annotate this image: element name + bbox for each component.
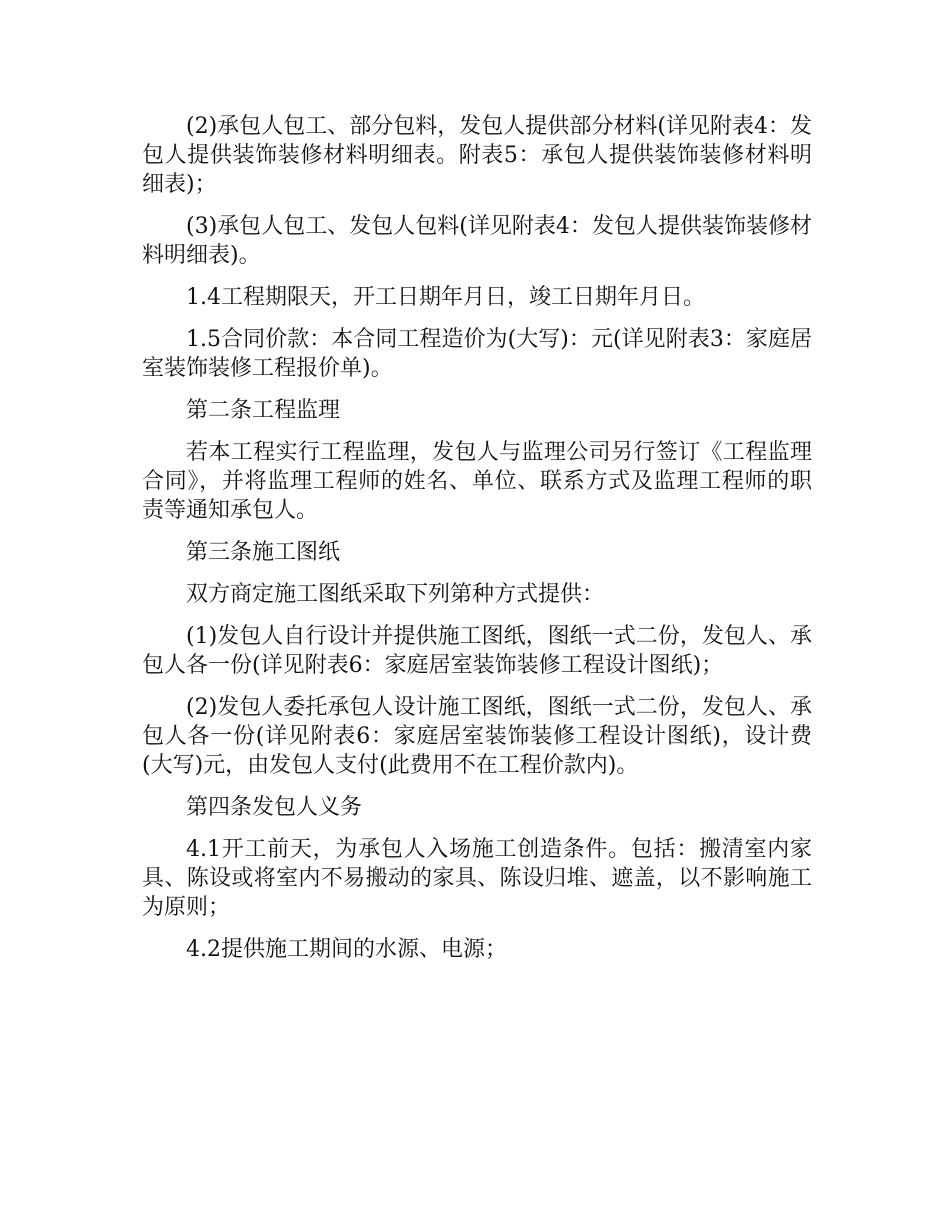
- paragraph-material-option-2: (2)承包人包工、部分包料，发包人提供部分材料(详见附表4：发包人提供装饰装修材料明细表。附表5：承包人提供装饰装修材料明细表)；: [142, 114, 812, 197]
- paragraph-contract-price: 1.5合同价款：本合同工程造价为(大写)：元(详见附表3：家庭居室装饰装修工程报价单)。: [142, 327, 812, 381]
- section-heading-supervision: 第二条工程监理: [186, 398, 341, 423]
- paragraph-duty-4-1: 4.1开工前天，为承包人入场施工创造条件。包括：搬清室内家具、陈设或将室内不易搬动的家具、陈设归堆、遮盖，以不影响施工为原则；: [142, 837, 812, 920]
- section-heading-drawings: 第三条施工图纸: [186, 540, 341, 565]
- section-heading-employer-duties: 第四条发包人义务: [186, 795, 363, 820]
- paragraph-drawings-option-1: (1)发包人自行设计并提供施工图纸，图纸一式二份，发包人、承包人各一份(详见附表6：家庭居室装饰装修工程设计图纸)；: [142, 624, 812, 678]
- paragraph-project-period: 1.4工程期限天，开工日期年月日，竣工日期年月日。: [186, 285, 705, 310]
- document-page: [142, 112, 812, 977]
- paragraph-drawings-intro: 双方商定施工图纸采取下列第种方式提供：: [186, 582, 605, 607]
- paragraph-duty-4-2: 4.2提供施工期间的水源、电源；: [186, 937, 507, 962]
- paragraph-material-option-3: (3)承包人包工、发包人包料(详见附表4：发包人提供装饰装修材料明细表)。: [142, 214, 812, 268]
- paragraph-drawings-option-2: (2)发包人委托承包人设计施工图纸，图纸一式二份，发包人、承包人各一份(详见附表6：家庭居室装饰装修工程设计图纸)，设计费(大写)元，由发包人支付(此费用不在工程价款内)。: [142, 695, 812, 778]
- paragraph-supervision: 若本工程实行工程监理，发包人与监理公司另行签订《工程监理合同》，并将监理工程师的姓名、单位、联系方式及监理工程师的职责等通知承包人。: [142, 440, 812, 523]
